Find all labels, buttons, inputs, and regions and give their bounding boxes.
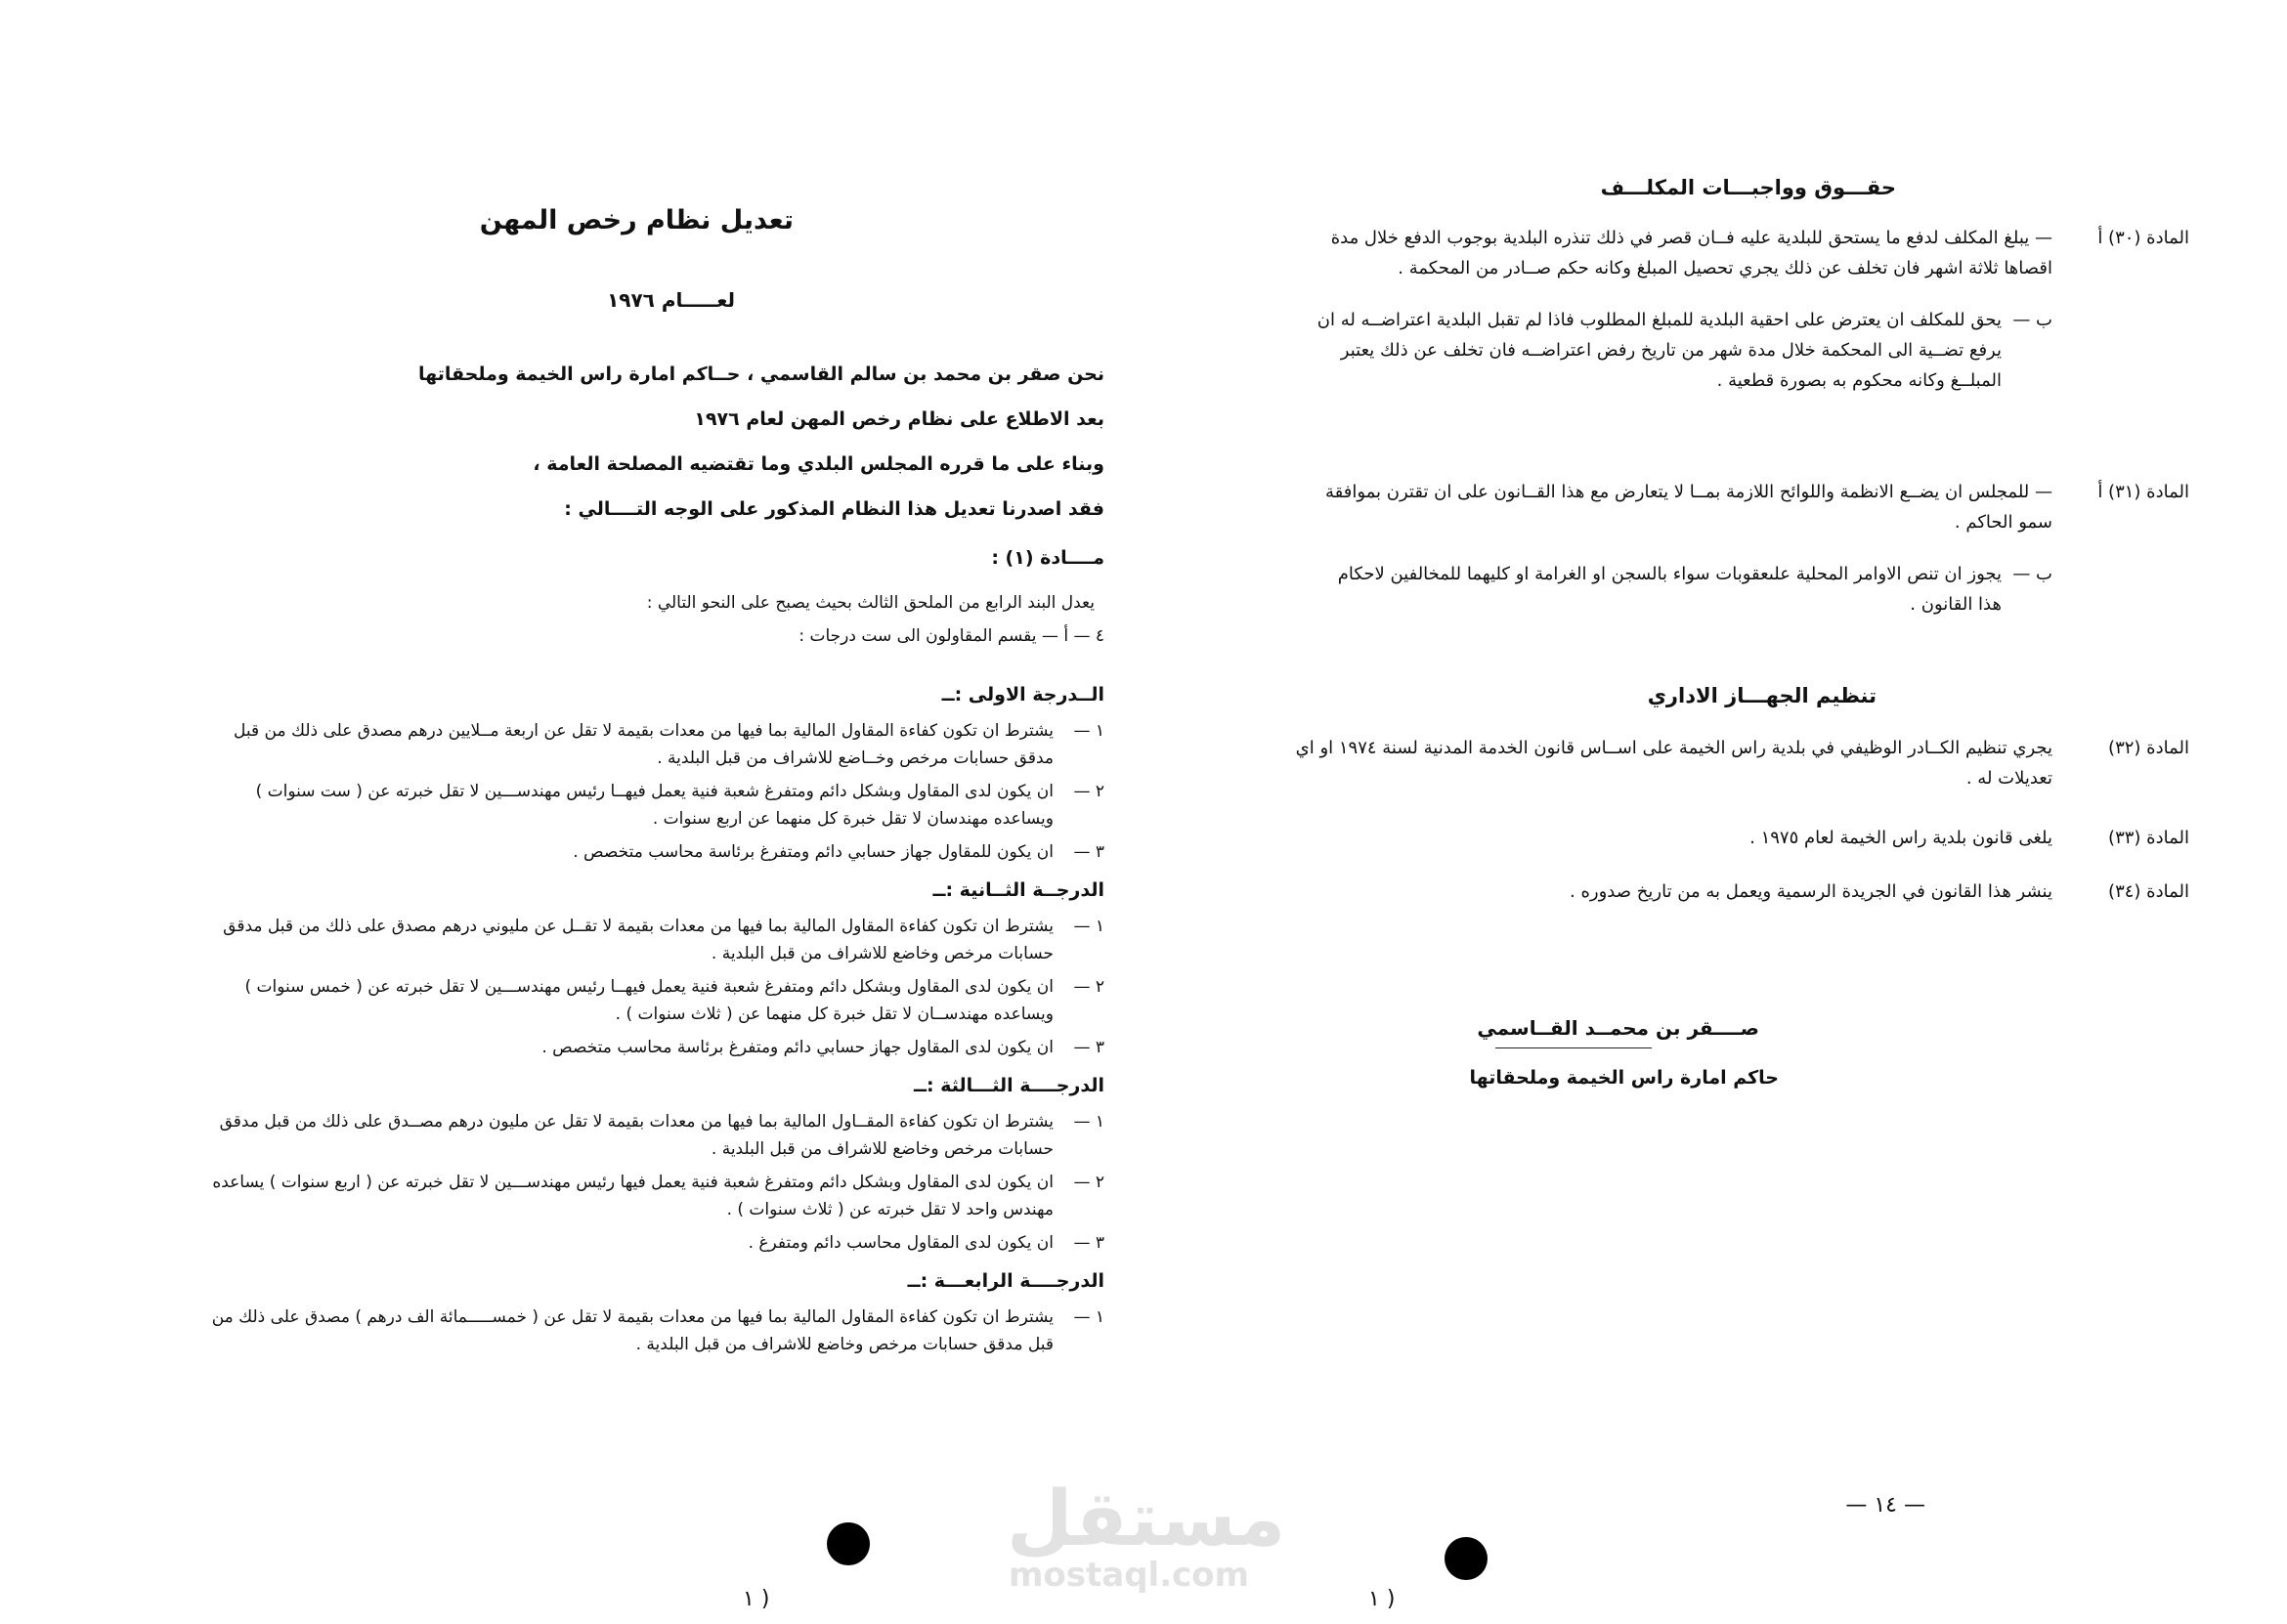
article-30-clause-b-number: ب — bbox=[2012, 310, 2052, 330]
signature-name: صــــقر بن محمــد القــاسمي bbox=[1477, 1016, 1759, 1040]
grade-item-text: يشترط ان تكون كفاءة المقاول المالية بما فيها من معدات بقيمة لا تقل عن ( خمســـــمائة الف درهم ) مصدق على ذلك من قبل مدقق حسابات مرخص وخاضع للاشراف من قبل البلدية . bbox=[211, 1307, 1054, 1354]
document-title: تعديل نظام رخص المهن bbox=[479, 205, 794, 235]
grade-item-number: ١ — bbox=[1073, 721, 1104, 741]
grade-item-text: يشترط ان تكون كفاءة المقاول المالية بما فيها من معدات بقيمة لا تقل عن اربعة مــلايين درهم مصدق على ذلك من قبل مدقق حسابات مرخص وخــاضع للاشراف من قبل البلدية . bbox=[234, 721, 1054, 768]
signature-underline bbox=[1495, 1047, 1652, 1048]
grade-item-text: يشترط ان تكون كفاءة المقاول المالية بما فيها من معدات بقيمة لا تقــل عن مليوني درهم مصدق على ذلك من قبل مدقق حسابات مرخص وخاضع للاشراف من قبل البلدية . bbox=[223, 917, 1054, 963]
preamble-line: نحن صقر بن محمد بن سالم القاسمي ، حــاكم امارة راس الخيمة وملحقاتها bbox=[418, 363, 1104, 385]
grade-item-text: ان يكون لدى المقاول وبشكل دائم ومتفرغ شعبة فنية يعمل فيها رئيس مهندســـين لا تقل خبرته عن ( اربع سنوات ) يساعده مهندس واحد لا تقل خبرته عن ( ثلاث سنوات ) . bbox=[212, 1173, 1054, 1219]
section-heading-admin: تنظيم الجهـــاز الاداري bbox=[1647, 684, 1877, 707]
article-31 bbox=[1251, 477, 2189, 620]
article-32-label: المادة (٣٢) bbox=[2108, 738, 2189, 758]
grade-item-text: يشترط ان تكون كفاءة المقــاول المالية بما فيها من معدات بقيمة لا تقل عن مليون درهم مصــدق على ذلك من قبل مدقق حسابات مرخص وخاضع للاشراف من قبل البلدية . bbox=[219, 1112, 1054, 1159]
right-page bbox=[1144, 0, 2287, 1624]
bottom-mark-left: ( ١ bbox=[743, 1587, 770, 1611]
grade-heading: الدرجــــة الثـــالثة :ــ bbox=[913, 1075, 1104, 1096]
grade-item-number: ١ — bbox=[1073, 1307, 1104, 1327]
article-34-text: ينشر هذا القانون في الجريدة الرسمية ويعمل به من تاريخ صدوره . bbox=[1570, 881, 2052, 902]
grades-list bbox=[195, 684, 1104, 1358]
article-1-heading: مــــادة (١) : bbox=[991, 547, 1104, 569]
watermark-logo: مستقل bbox=[1007, 1475, 1286, 1563]
preamble-line: فقد اصدرنا تعديل هذا النظام المذكور على الوجه التــــالي : bbox=[564, 498, 1104, 520]
grade-item-number: ٣ — bbox=[1073, 1038, 1104, 1057]
grade-item bbox=[195, 717, 1104, 772]
signature-title: حاكم امارة راس الخيمة وملحقاتها bbox=[1469, 1067, 1779, 1089]
article-30-label: المادة (٣٠) أ bbox=[2097, 228, 2189, 248]
grade-heading: الــدرجة الاولى :ــ bbox=[941, 684, 1104, 705]
article-1-clause: ٤ — أ — يقسم المقاولون الى ست درجات : bbox=[798, 626, 1104, 646]
grade-item bbox=[195, 1303, 1104, 1358]
grade-item-number: ٢ — bbox=[1073, 782, 1104, 801]
article-33-label: المادة (٣٣) bbox=[2108, 828, 2189, 848]
grade-item-number: ٢ — bbox=[1073, 1173, 1104, 1192]
grade-item-text: ان يكون لدى المقاول محاسب دائم ومتفرغ . bbox=[748, 1233, 1054, 1253]
article-1-intro: يعدل البند الرابع من الملحق الثالث بحيث يصبح على النحو التالي : bbox=[646, 593, 1095, 613]
grade-2 bbox=[195, 879, 1104, 1061]
article-30-clause-b: يحق للمكلف ان يعترض على احقية البلدية للمبلغ المطلوب فاذا لم تقبل البلدية اعتراضــه له ان يرفع تضــية الى المحكمة خلال مدة شهر من تاريخ رفض اعتراضــه فان تخلف عن ذلك يعتبر المبلــغ وكانه محكوم به بصورة قطعية . bbox=[1316, 310, 2002, 391]
grade-item bbox=[195, 1229, 1104, 1257]
grade-item bbox=[195, 778, 1104, 833]
article-34 bbox=[1251, 876, 2189, 907]
preamble-line: وبناء على ما قرره المجلس البلدي وما تقتضيه المصلحة العامة ، bbox=[533, 453, 1104, 475]
article-32 bbox=[1251, 733, 2189, 793]
grade-item bbox=[195, 913, 1104, 967]
grade-item-text: ان يكون لدى المقاول وبشكل دائم ومتفرغ شعبة فنية يعمل فيهــا رئيس مهندســـين لا تقل خبرته عن ( خمس سنوات ) ويساعده مهندســان لا تقل خبرة كل منهما عن ( ثلاث سنوات ) . bbox=[244, 977, 1054, 1024]
article-34-label: المادة (٣٤) bbox=[2108, 881, 2189, 902]
grade-item-number: ٣ — bbox=[1073, 1233, 1104, 1253]
article-33 bbox=[1251, 823, 2189, 853]
preamble-line: بعد الاطلاع على نظام رخص المهن لعام ١٩٧٦ bbox=[694, 408, 1104, 430]
article-33-text: يلغى قانون بلدية راس الخيمة لعام ١٩٧٥ . bbox=[1749, 828, 2052, 848]
bottom-mark-right: ( ١ bbox=[1368, 1587, 1396, 1611]
article-31-clause-a: — للمجلس ان يضــع الانظمة واللوائح اللازمة بمــا لا يتعارض مع هذا القــانون على ان تقترن بموافقة سمو الحاكم . bbox=[1324, 482, 2052, 533]
page-number: — ١٤ — bbox=[1845, 1493, 1925, 1517]
article-31-clause-b: يجوز ان تنص الاوامر المحلية علىعقوبات سواء بالسجن او الغرامة او كليهما للمخالفين لاحكام هذا القانون . bbox=[1337, 564, 2002, 615]
grade-item-text: ان يكون لدى المقاول جهاز حسابي دائم ومتفرغ برئاسة محاسب متخصص . bbox=[541, 1038, 1054, 1057]
grade-item bbox=[195, 973, 1104, 1028]
grade-item-number: ١ — bbox=[1073, 1112, 1104, 1132]
grade-item-number: ١ — bbox=[1073, 917, 1104, 936]
document-year: لعـــــام ١٩٧٦ bbox=[607, 288, 735, 312]
article-31-clause-b-number: ب — bbox=[2012, 564, 2052, 584]
grade-1 bbox=[195, 684, 1104, 866]
grade-heading: الدرجــة الثــانية :ــ bbox=[932, 879, 1104, 901]
punch-hole-left bbox=[827, 1522, 870, 1565]
grade-item-number: ٣ — bbox=[1073, 842, 1104, 862]
grade-item bbox=[195, 1034, 1104, 1061]
grade-item-number: ٢ — bbox=[1073, 977, 1104, 997]
article-32-text: يجري تنظيم الكــادر الوظيفي في بلدية راس الخيمة على اســاس قانون الخدمة المدنية لسنة ١٩٧٤ او اي تعديلات له . bbox=[1295, 738, 2052, 789]
preamble bbox=[418, 352, 1104, 532]
grade-item bbox=[195, 1169, 1104, 1223]
section-heading-rights-duties: حقـــوق وواجبـــات المكلـــف bbox=[1600, 176, 1896, 199]
grade-4 bbox=[195, 1270, 1104, 1358]
grade-3 bbox=[195, 1075, 1104, 1257]
grade-item bbox=[195, 1108, 1104, 1163]
article-30-clause-a: — يبلغ المكلف لدفع ما يستحق للبلدية عليه فــان قصر في ذلك تنذره البلدية بوجوب الدفع خلال مدة اقصاها ثلاثة اشهر فان تخلف عن ذلك يجري تحصيل المبلغ وكانه حكم صــادر من المحكمة . bbox=[1330, 228, 2052, 278]
grade-item bbox=[195, 838, 1104, 866]
watermark-url: mostaql.com bbox=[1009, 1556, 1250, 1595]
grade-item-text: ان يكون لدى المقاول وبشكل دائم ومتفرغ شعبة فنية يعمل فيهــا رئيس مهندســـين لا تقل خبرته عن ( ست سنوات ) ويساعده مهندسان لا تقل خبرة كل منهما عن اربع سنوات . bbox=[255, 782, 1054, 829]
grade-heading: الدرجــــة الرابعـــة :ــ bbox=[907, 1270, 1104, 1292]
grade-item-text: ان يكون للمقاول جهاز حسابي دائم ومتفرغ برئاسة محاسب متخصص . bbox=[573, 842, 1054, 862]
article-31-label: المادة (٣١) أ bbox=[2097, 482, 2189, 502]
punch-hole-right bbox=[1445, 1537, 1488, 1580]
article-30 bbox=[1251, 223, 2189, 396]
